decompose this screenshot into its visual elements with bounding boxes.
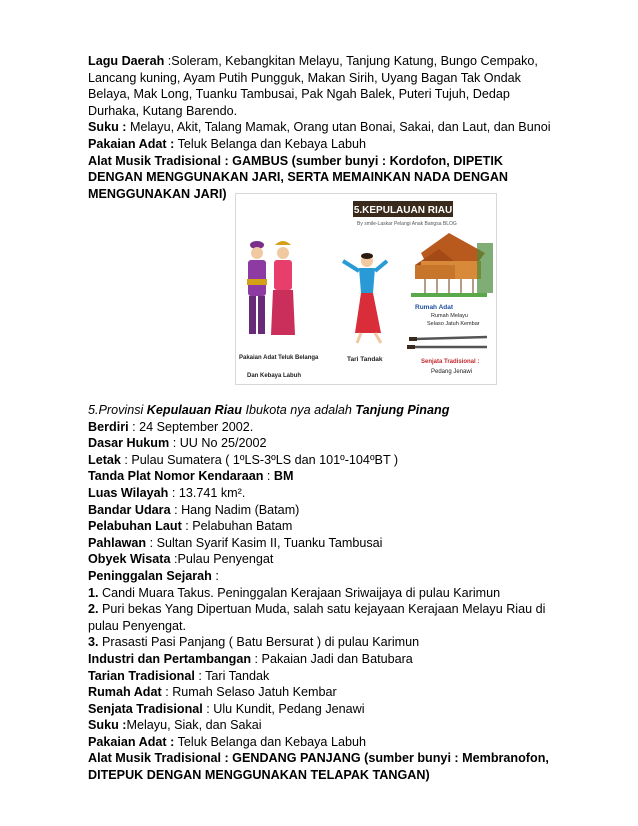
fact-row: [88, 651, 558, 668]
fact-value: : Sultan Syarif Kasim II, Tuanku Tambusai: [146, 535, 383, 550]
lagu-daerah-label: Lagu Daerah: [88, 54, 165, 68]
province-heading: [88, 402, 558, 419]
fact-value: : Hang Nadim (Batam): [170, 502, 300, 517]
label-kebaya: Dan Kebaya Labuh: [247, 373, 302, 379]
fact-label: Berdiri: [88, 419, 129, 434]
fact-value: :Pulau Penyengat: [170, 552, 274, 567]
peninggalan-text: Puri bekas Yang Dipertuan Muda, salah satu kejayaan Kerajaan Melayu Riau di pulau Penyengat.: [88, 602, 546, 633]
suku-line: [88, 119, 558, 136]
label-selaso: Selaso Jatuh Kembar: [427, 321, 480, 327]
label-tari-tandak: Tari Tandak: [347, 356, 383, 363]
fact-label: Luas Wilayah: [88, 485, 169, 500]
fact-label: Bandar Udara: [88, 502, 171, 517]
fact-row: [88, 668, 558, 685]
lagu-daerah-value: :Soleram, Kebangkitan Melayu, Tanjung Katung, Bungo Cempako, Lancang kuning, Ayam Putih Pungguk, Makan Sirih, Uyang Bagan Tak Ondak Belaya, Mak Long, Tuanku Tambusai, Pak Ngah Balek, Puteri Tujuh, Dedap Durhaka, Kutang Barendo.: [88, 54, 538, 118]
fact-value: : Tari Tandak: [194, 668, 270, 683]
fact-label: Rumah Adat: [88, 685, 162, 700]
fact-value: Melayu, Siak, dan Sakai: [126, 718, 262, 733]
fact-value: : 24 September 2002.: [128, 419, 254, 434]
alat-musik-line-2: Alat Musik Tradisional : GENDANG PANJANG (sumber bunyi : Membranofon, DITEPUK DENGAN MENGGUNAKAN TELAPAK TANGAN): [88, 751, 549, 783]
fact-label: Tarian Tradisional: [88, 668, 195, 683]
fact-row: [88, 485, 558, 502]
label-senjata-title: Senjata Tradisional :: [421, 359, 480, 365]
fact-value: : Pulau Sumatera ( 1ºLS-3ºLS dan 101º-104ºBT ): [120, 452, 399, 467]
peninggalan-number: 2.: [88, 602, 99, 617]
fact-value-bold: BM: [273, 469, 294, 484]
label-pakaian-adat: Pakaian Adat Teluk Belanga: [239, 355, 319, 361]
peninggalan-item: [88, 601, 558, 634]
peninggalan-number: 1.: [88, 585, 99, 600]
fact-value: : UU No 25/2002: [169, 436, 267, 451]
pakaian-adat-value: Teluk Belanga dan Kebaya Labuh: [174, 136, 366, 151]
fact-value: : Ulu Kundit, Pedang Jenawi: [202, 701, 365, 716]
fact-label: Obyek Wisata: [88, 552, 171, 567]
fact-label: Pahlawan: [88, 535, 147, 550]
label-rumah-melayu: Rumah Melayu: [431, 313, 468, 319]
fact-value: : Rumah Selaso Jatuh Kembar: [161, 685, 337, 700]
fact-label: Pakaian Adat :: [88, 734, 175, 749]
fact-row: [88, 468, 558, 485]
fact-label: Letak: [88, 452, 121, 467]
fact-value: : Pelabuhan Batam: [181, 519, 293, 534]
peninggalan-item: [88, 585, 558, 602]
heading-province-name: Kepulauan Riau: [146, 403, 242, 417]
peninggalan-text: Prasasti Pasi Panjang ( Batu Bersurat ) di pulau Karimun: [98, 635, 420, 650]
illustration-credit: By smile-Laskar Pelangi Anak Bangsa BLOG: [357, 221, 457, 227]
peninggalan-item: [88, 634, 558, 651]
label-senjata-value: Pedang Jenawi: [431, 369, 473, 375]
fact-label: Pelabuhan Laut: [88, 519, 182, 534]
fact-row: [88, 717, 558, 734]
heading-mid: Ibukota nya adalah: [241, 403, 356, 417]
fact-label: Senjata Tradisional: [88, 701, 203, 716]
suku-label: Suku :: [88, 120, 127, 135]
fact-label: Peninggalan Sejarah: [88, 568, 212, 583]
fact-row: [88, 502, 558, 519]
fact-row: [88, 535, 558, 552]
fact-row: [88, 684, 558, 701]
fact-row: [88, 419, 558, 436]
fact-row: [88, 452, 558, 469]
pakaian-adat-line: [88, 136, 558, 153]
fact-value: : Pakaian Jadi dan Batubara: [251, 651, 413, 666]
fact-value: :: [211, 568, 219, 583]
heading-capital: Tanjung Pinang: [355, 403, 450, 417]
suku-value: Melayu, Akit, Talang Mamak, Orang utan Bonai, Sakai, dan Laut, dan Bunoi: [126, 120, 551, 135]
fact-value: :: [263, 469, 274, 484]
fact-label: Industri dan Pertambangan: [88, 651, 252, 666]
illustration-title: 5.KEPULAUAN RIAU: [353, 205, 453, 216]
fact-row: [88, 518, 558, 535]
section-kepulauan-riau: [88, 402, 558, 784]
fact-row: [88, 568, 558, 585]
fact-value: Teluk Belanga dan Kebaya Labuh: [174, 734, 366, 749]
heading-prefix: 5.Provinsi: [88, 403, 147, 417]
section-riau-culture: [88, 53, 558, 202]
peninggalan-text: Candi Muara Takus. Peninggalan Kerajaan Sriwaijaya di pulau Karimun: [98, 585, 501, 600]
kepulauan-riau-illustration: [235, 193, 497, 385]
peninggalan-number: 3.: [88, 635, 99, 650]
fact-row: [88, 435, 558, 452]
fact-row: [88, 734, 558, 751]
fact-row: [88, 701, 558, 718]
fact-label: Dasar Hukum: [88, 436, 170, 451]
lagu-daerah-line: [88, 53, 558, 119]
alat-musik-line: Alat Musik Tradisional : GAMBUS (sumber bunyi : Kordofon, DIPETIK DENGAN MENGGUNAKAN JARI, SERTA MEMAINKAN NADA DENGAN MENGGUNAKAN JARI): [88, 153, 509, 201]
label-rumah-adat: Rumah Adat: [415, 304, 454, 311]
fact-label: Tanda Plat Nomor Kendaraan: [88, 469, 264, 484]
pakaian-adat-label: Pakaian Adat :: [88, 136, 175, 151]
fact-value: : 13.741 km².: [168, 485, 246, 500]
fact-label: Suku :: [88, 718, 127, 733]
fact-row: [88, 551, 558, 568]
